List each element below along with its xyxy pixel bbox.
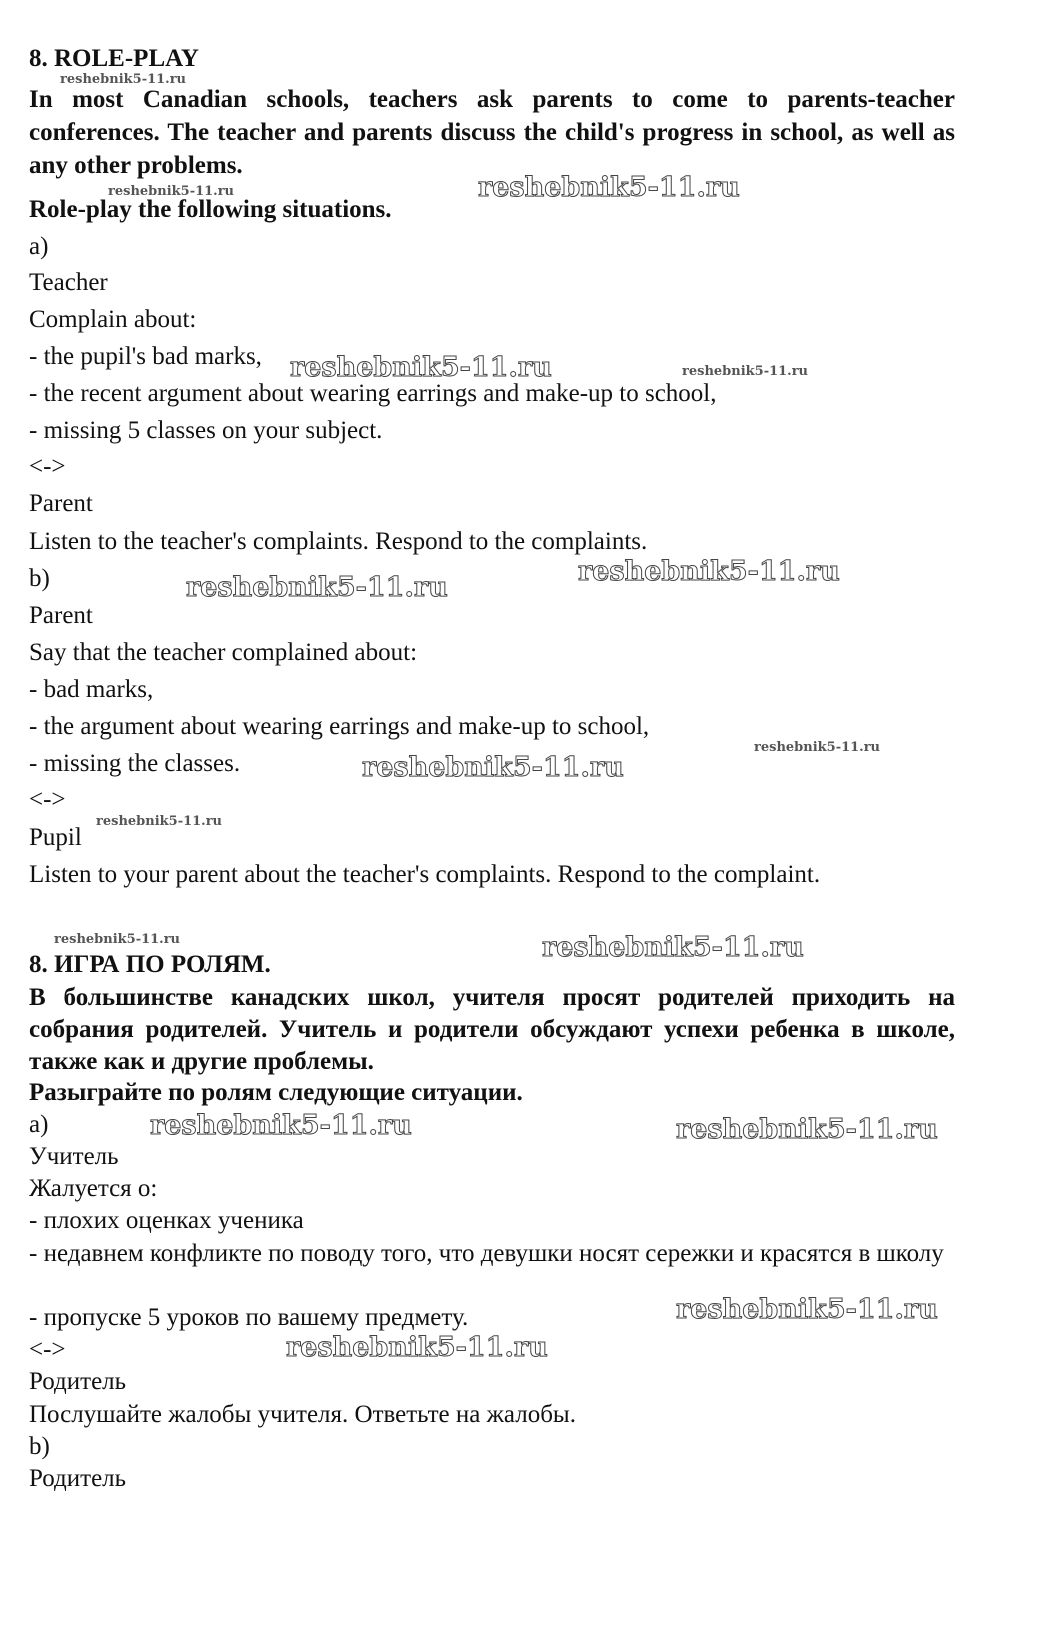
en-label-b: b) [29,565,50,592]
ru-intro-paragraph: В большинстве канадских школ, учителя просят родителей приходить на собрания родителей. Учитель и родители обсуждают успехи ребенка в школе, также как и другие проблемы. [29,984,955,1075]
watermark: reshebnik5-11.ru [362,752,624,783]
ru-complaint-item: - плохих оценках ученика [29,1207,304,1234]
ru-parent-task: Послушайте жалобы учителя. Ответьте на жалобы. [29,1401,576,1428]
watermark: reshebnik5-11.ru [478,172,740,203]
watermark: reshebnik5-11.ru [578,556,840,587]
en-label-a: a) [29,233,49,260]
en-parent-task: Listen to the teacher's complaints. Respond to the complaints. [29,528,648,555]
en-complain-heading: Complain about: [29,306,197,333]
ru-instruction: Разыграйте по ролям следующие ситуации. [29,1079,523,1106]
watermark: reshebnik5-11.ru [542,932,804,963]
ru-role-teacher: Учитель [29,1143,119,1170]
watermark: reshebnik5-11.ru [676,1114,938,1145]
en-role-pupil: Pupil [29,824,82,851]
en-instruction: Role-play the following situations. [29,196,392,223]
watermark: reshebnik5-11.ru [754,740,881,755]
en-role-teacher: Teacher [29,269,108,296]
en-complaint-item: - the pupil's bad marks, [29,343,262,370]
en-separator: <-> [29,453,66,480]
watermark: reshebnik5-11.ru [108,184,235,199]
en-separator-b: <-> [29,786,66,813]
watermark: reshebnik5-11.ru [54,932,181,947]
watermark: reshebnik5-11.ru [150,1110,412,1141]
en-said-item: - bad marks, [29,676,154,703]
ru-separator: <-> [29,1336,66,1363]
ru-label-b: b) [29,1433,50,1460]
en-intro-paragraph: In most Canadian schools, teachers ask parents to come to parents-teacher conferences. The teacher and parents discuss the child's progress in school, as well as any other problems. [29,86,955,179]
ru-section-title: 8. ИГРА ПО РОЛЯМ. [29,951,271,978]
en-say-heading: Say that the teacher complained about: [29,639,418,666]
en-role-parent-b: Parent [29,602,93,629]
ru-role-parent-b: Родитель [29,1465,127,1492]
en-pupil-task: Listen to your parent about the teacher's complaints. Respond to the complaint. [29,861,821,888]
watermark: reshebnik5-11.ru [60,72,187,87]
ru-complain-heading: Жалуется о: [29,1175,158,1202]
watermark: reshebnik5-11.ru [96,814,223,829]
watermark: reshebnik5-11.ru [290,352,552,383]
ru-label-a: a) [29,1111,49,1138]
watermark: reshebnik5-11.ru [682,364,809,379]
watermark: reshebnik5-11.ru [676,1294,938,1325]
en-said-item: - the argument about wearing earrings and make-up to school, [29,713,650,740]
ru-complaint-item: - недавнем конфликте по поводу того, что девушки носят сережки и красятся в школу [29,1240,944,1267]
ru-role-parent: Родитель [29,1368,127,1395]
en-section-title: 8. ROLE-PLAY [29,45,199,72]
watermark: reshebnik5-11.ru [186,572,448,603]
en-complaint-item: - the recent argument about wearing earrings and make-up to school, [29,380,717,407]
watermark: reshebnik5-11.ru [286,1332,548,1363]
en-role-parent: Parent [29,490,93,517]
en-complaint-item: - missing 5 classes on your subject. [29,417,383,444]
ru-complaint-item: - пропуске 5 уроков по вашему предмету. [29,1304,469,1331]
en-said-item: - missing the classes. [29,750,241,777]
